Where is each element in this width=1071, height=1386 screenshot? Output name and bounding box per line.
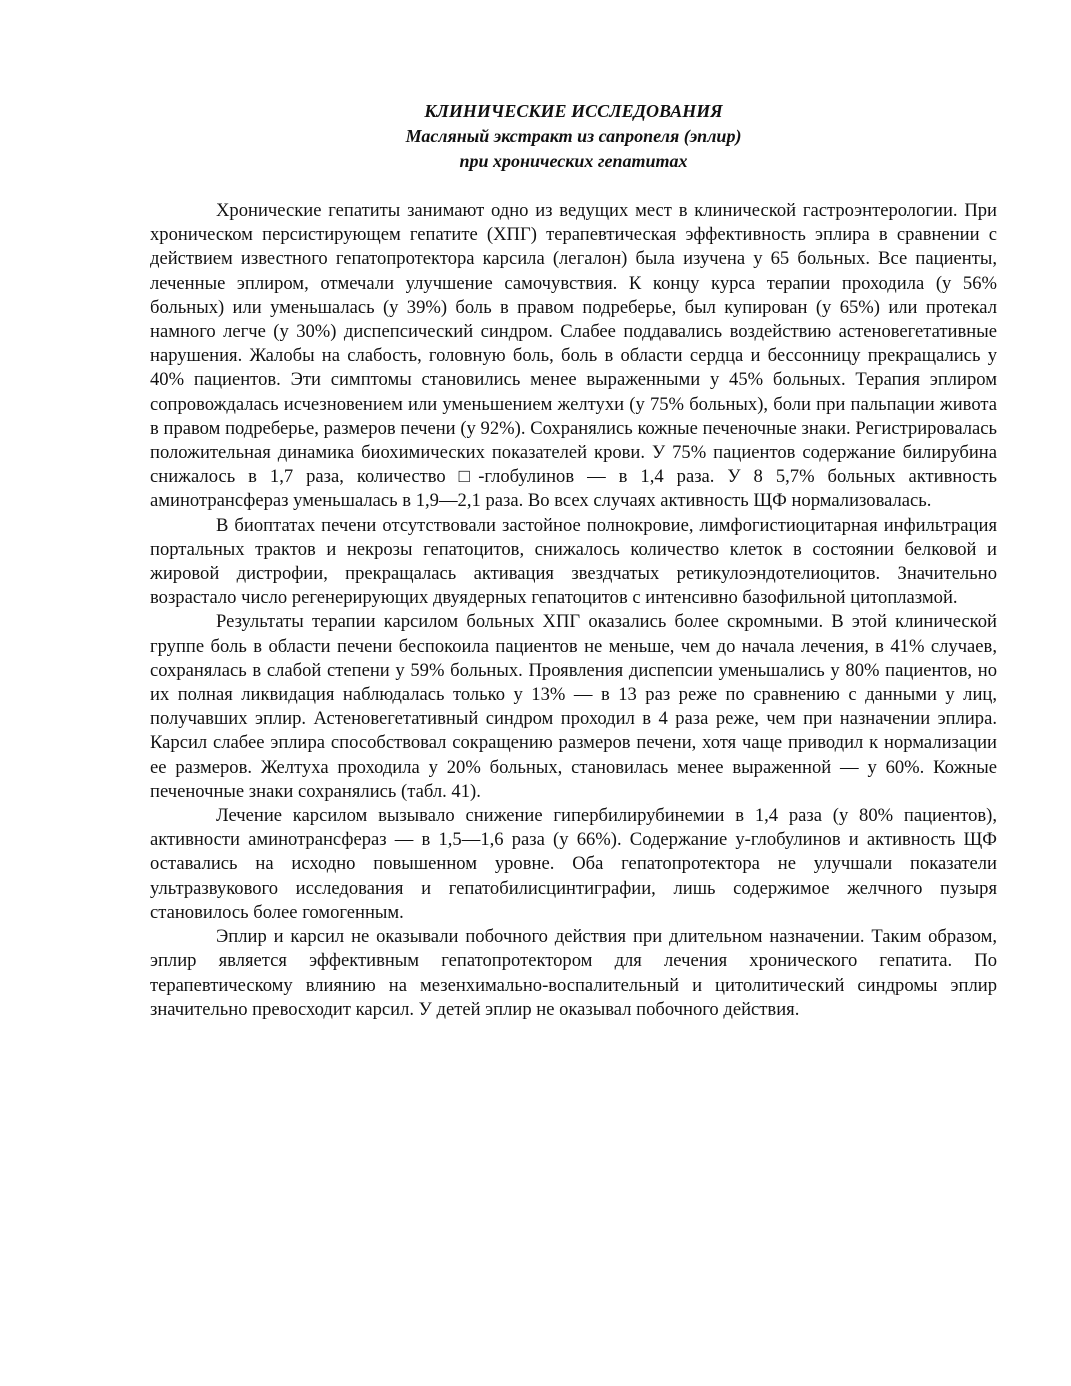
paragraph-5: Эплир и карсил не оказывали побочного действия при длительном назначении. Таким образом, эплир является эффективным гепатопротектором для лечения хронического гепатита. По терапевтическому влиянию на мезенхимально-воспалительный и цитолитический синдромы эплир значительно превосходит карсил. У детей эплир не оказывал побочного действия. — [150, 926, 997, 1020]
paragraph-1: Хронические гепатиты занимают одно из ведущих мест в клинической гастроэнтерологии. При хроническом персистирующем гепатите (ХПГ) терапевтическая эффективность эплира в сравнении с действием известного гепатопротектора карсила (легалон) была изучена у 65 больных. Все пациенты, леченные эплиром, отмечали улучшение самочувствия. К концу курса терапии проходила (у 56% больных) или уменьшалась (у 39%) боль в правом подреберье, был купирован (у 65%) или протекал намного легче (у 30%) диспепсический синдром. Слабее поддавались воздействию астеновегетативные нарушения. Жалобы на слабость, головную боль, боль в области сердца и бессонницу прекращались у 40% пациентов. Эти симптомы становились менее выраженными у 45% больных. Терапия эплиром сопровождалась исчезновением или уменьшением желтухи (у 75% больных), боли при пальпации живота в правом подреберье, размеров печени (у 92%). Сохранялись кожные печеночные знаки. Регистрировалась положительная динамика биохимических показателей крови. У 75% пациентов содержание билирубина снижалось в 1,7 раза, количество □-глобулинов — в 1,4 раза. У 8 5,7% больных активность аминотрансфераз уменьшалась в 1,9—2,1 раза. Во всех случаях активность ЩФ нормализовалась. — [150, 200, 997, 512]
document-page — [150, 99, 997, 1022]
document-subtitle-line-1: Масляный экстракт из сапропеля (эплир) — [405, 126, 742, 146]
paragraph-4: Лечение карсилом вызывало снижение гипербилирубинемии в 1,4 раза (у 80% пациентов), активности аминотрансфераз — в 1,5—1,6 раза (у 66%). Содержание у-глобулинов и активность ЩФ оставались на исходно повышенном уровне. Оба гепатопротектора не улучшали показатели ультразвукового исследования и гепатобилисцинтиграфии, лишь содержимое желчного пузыря становилось более гомогенным. — [150, 805, 997, 923]
document-subtitle-line-2: при хронических гепатитах — [459, 151, 688, 171]
title-block — [150, 99, 997, 174]
paragraph-3: Результаты терапии карсилом больных ХПГ оказались более скромными. В этой клинической группе боль в области печени беспокоила пациентов не меньше, чем до начала лечения, в 41% случаев, сохранялась в слабой степени у 59% больных. Проявления диспепсии уменьшались у 80% пациентов, но их полная ликвидация наблюдалась только у 13% — в 13 раз реже по сравнению с данными у лиц, получавших эплир. Астеновегетативный синдром проходил в 4 раза реже, чем при назначении эплира. Карсил слабее эплира способствовал сокращению размеров печени, хотя чаще приводил к нормализации ее размеров. Желтуха проходила у 20% больных, становилась менее выраженной — у 60%. Кожные печеночные знаки сохранялись (табл. 41). — [150, 611, 997, 802]
document-title: КЛИНИЧЕСКИЕ ИССЛЕДОВАНИЯ — [424, 101, 723, 121]
document-body — [150, 199, 997, 1022]
paragraph-2: В биоптатах печени отсутствовали застойное полнокровие, лимфогистиоцитарная инфильтрация портальных трактов и некрозы гепатоцитов, снижалось количество клеток в состоянии белковой и жировой дистрофии, прекращалась активация звездчатых ретикулоэндотелиоцитов. Значительно возрастало число регенерирующих двуядерных гепатоцитов с интенсивно базофильной цитоплазмой. — [150, 514, 997, 609]
